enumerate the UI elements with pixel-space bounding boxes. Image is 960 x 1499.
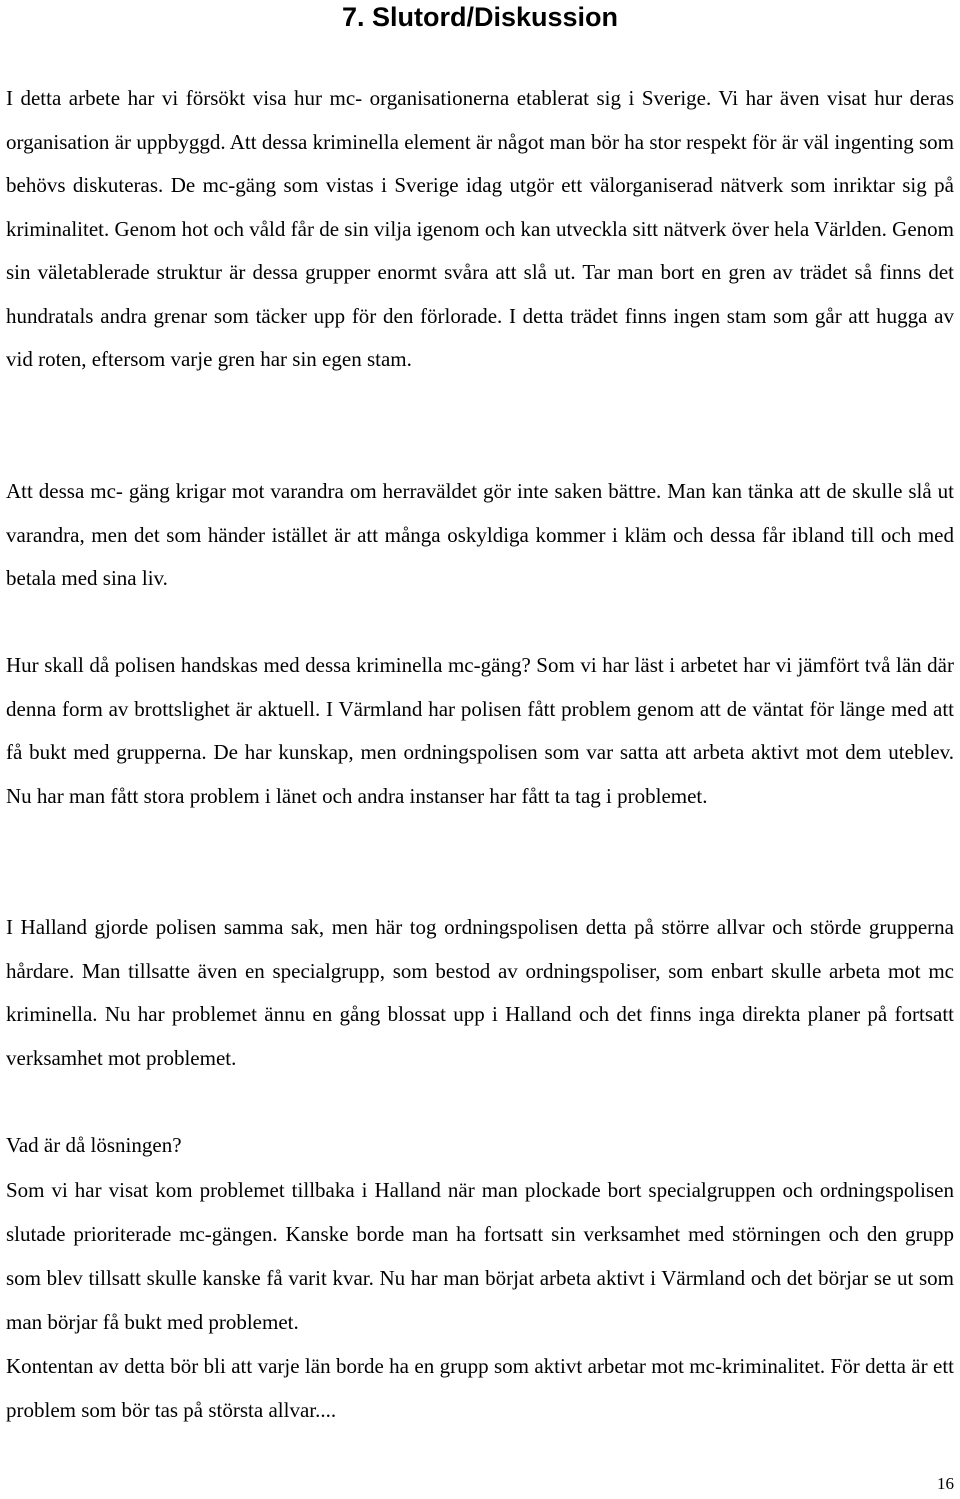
paragraph-conclusion: Kontentan av detta bör bli att varje län borde ha en grupp som aktivt arbetar mot mc-kriminalitet. För detta är ett problem som bör tas på största allvar....: [6, 1354, 954, 1422]
page-title: 7. Slutord/Diskussion: [341, 2, 619, 32]
paragraph-question: Vad är då lösningen?: [6, 1133, 182, 1157]
paragraph-intro: I detta arbete har vi försökt visa hur mc- organisationerna etablerat sig i Sverige. Vi har även visat hur deras organisation är uppbyggd. Att dessa kriminella element är något man bör ha stor respekt för är väl ingenting som behövs diskuteras. De mc-gäng som vistas i Sverige idag utgör ett välorganiserad nätverk som inriktar sig på kriminalitet. Genom hot och våld får de sin vilja igenom och kan utveckla sitt nätverk över hela Världen. Genom sin väletablerade struktur är dessa grupper enormt svåra att slå ut. Tar man bort en gren av trädet så finns det hundratals andra grenar som täcker upp för den förlorade. I detta trädet finns ingen stam som går att hugga av vid roten, eftersom varje gren har sin egen stam.: [6, 86, 954, 371]
paragraph-gang-wars: Att dessa mc- gäng krigar mot varandra om herraväldet gör inte saken bättre. Man kan tänka att de skulle slå ut varandra, men det som händer istället är att många oskyldiga kommer i kläm och dessa får ibland till och med betala med sina liv.: [6, 479, 954, 590]
paragraph-solution: Som vi har visat kom problemet tillbaka i Halland när man plockade bort specialgruppen och ordningspolisen slutade prioriterade mc-gängen. Kanske borde man ha fortsatt sin verksamhet med störningen och den grupp som blev tillsatt skulle kanske få varit kvar. Nu har man börjat arbeta aktivt i Värmland och det börjar se ut som man börjar få bukt med problemet.: [6, 1178, 954, 1334]
page-number: 16: [937, 1474, 954, 1493]
paragraph-police-varmland: Hur skall då polisen handskas med dessa kriminella mc-gäng? Som vi har läst i arbetet har vi jämfört två län där denna form av brottslighet är aktuell. I Värmland har polisen fått problem genom att de väntat för länge med att få bukt med grupperna. De har kunskap, men ordningspolisen som var satta att arbeta aktivt mot dem uteblev. Nu har man fått stora problem i länet och andra instanser har fått ta tag i problemet.: [6, 653, 954, 808]
paragraph-police-halland: I Halland gjorde polisen samma sak, men här tog ordningspolisen detta på större allvar och störde grupperna hårdare. Man tillsatte även en specialgrupp, som bestod av ordningspoliser, som enbart skulle arbeta mot mc kriminella. Nu har problemet ännu en gång blossat upp i Halland och det finns inga direkta planer på fortsatt verksamhet mot problemet.: [6, 915, 954, 1070]
